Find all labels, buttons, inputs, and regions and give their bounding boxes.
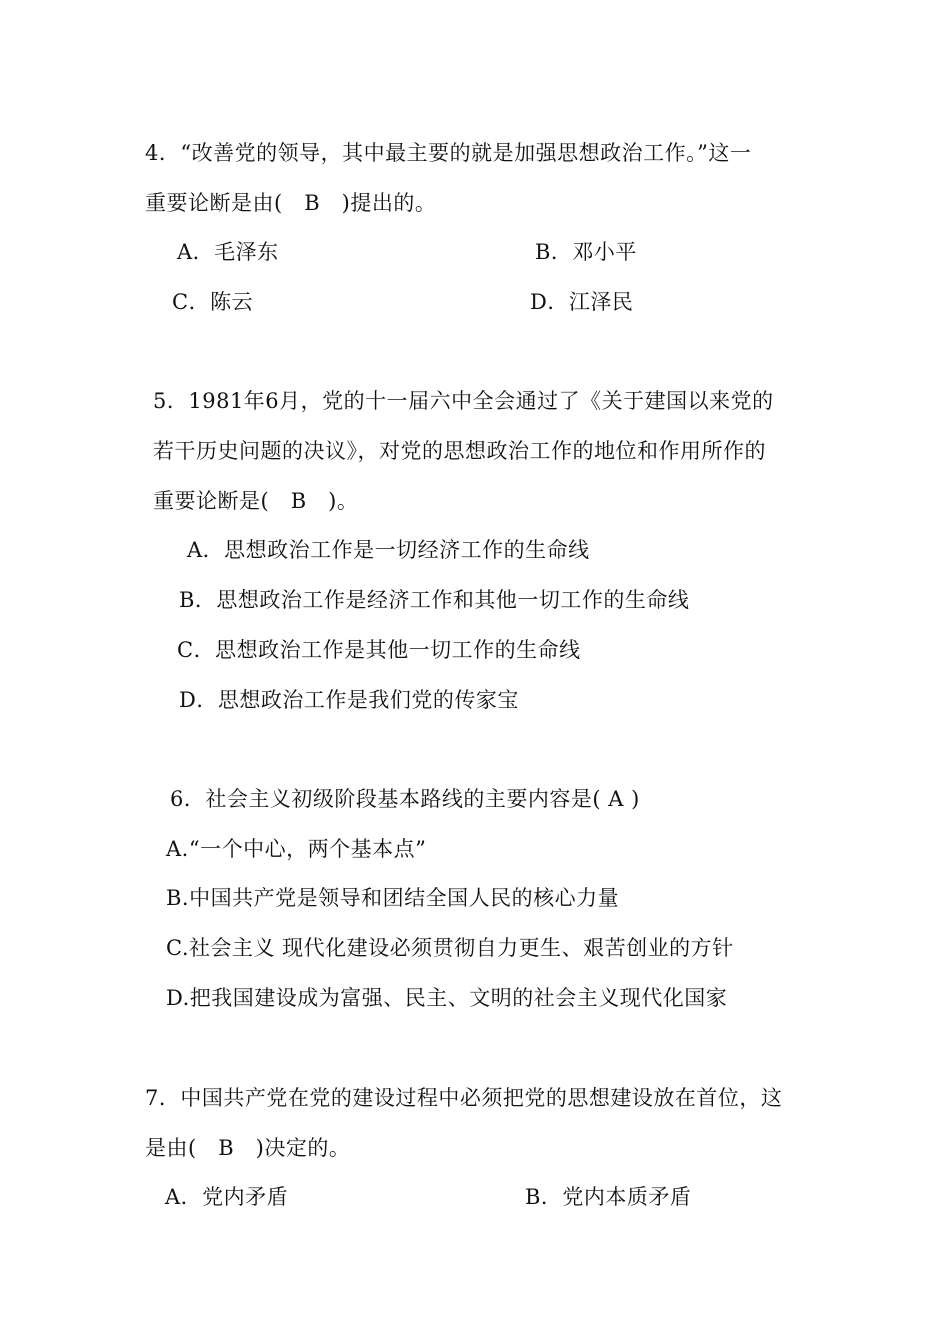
question-4-option-a: A．毛泽东 xyxy=(177,240,279,264)
question-7-option-a: A．党内矛盾 xyxy=(165,1185,289,1209)
question-4-option-c: C．陈云 xyxy=(172,290,254,314)
question-7-option-b: B．党内本质矛盾 xyxy=(525,1185,692,1209)
question-4-option-b: B．邓小平 xyxy=(535,240,637,264)
question-6-option-c: C.社会主义 现代化建设必须贯彻自力更生、艰苦创业的方针 xyxy=(166,936,734,960)
question-6-option-a: A.“一个中心，两个基本点” xyxy=(166,837,427,861)
question-4-option-d: D．江泽民 xyxy=(530,290,634,314)
question-4-stem-line-1: 4．“改善党的领导，其中最主要的就是加强思想政治工作。”这一 xyxy=(145,141,752,165)
question-5-option-d: D．思想政治工作是我们党的传家宝 xyxy=(179,688,519,712)
question-6-option-d: D.把我国建设成为富强、民主、文明的社会主义现代化国家 xyxy=(166,986,728,1010)
question-5-option-b: B．思想政治工作是经济工作和其他一切工作的生命线 xyxy=(179,588,690,612)
question-7-stem-line-2: 是由( B )决定的。 xyxy=(145,1136,351,1160)
question-5-option-a: A．思想政治工作是一切经济工作的生命线 xyxy=(187,538,590,562)
question-5-stem-line-1: 5．1981年6月，党的十一届六中全会通过了《关于建国以来党的 xyxy=(153,389,774,413)
question-5-option-c: C．思想政治工作是其他一切工作的生命线 xyxy=(177,638,581,662)
question-4-stem-line-2: 重要论断是由( B )提出的。 xyxy=(145,191,437,215)
question-5-stem-line-3: 重要论断是( B )。 xyxy=(153,489,359,513)
question-5-stem-line-2: 若干历史问题的决议》，对党的思想政治工作的地位和作用所作的 xyxy=(153,439,766,463)
question-6-option-b: B.中国共产党是领导和团结全国人民的核心力量 xyxy=(166,886,620,910)
question-6-stem: 6．社会主义初级阶段基本路线的主要内容是( A ) xyxy=(170,787,640,811)
question-7-stem-line-1: 7．中国共产党在党的建设过程中必须把党的思想建设放在首位，这 xyxy=(145,1086,783,1110)
